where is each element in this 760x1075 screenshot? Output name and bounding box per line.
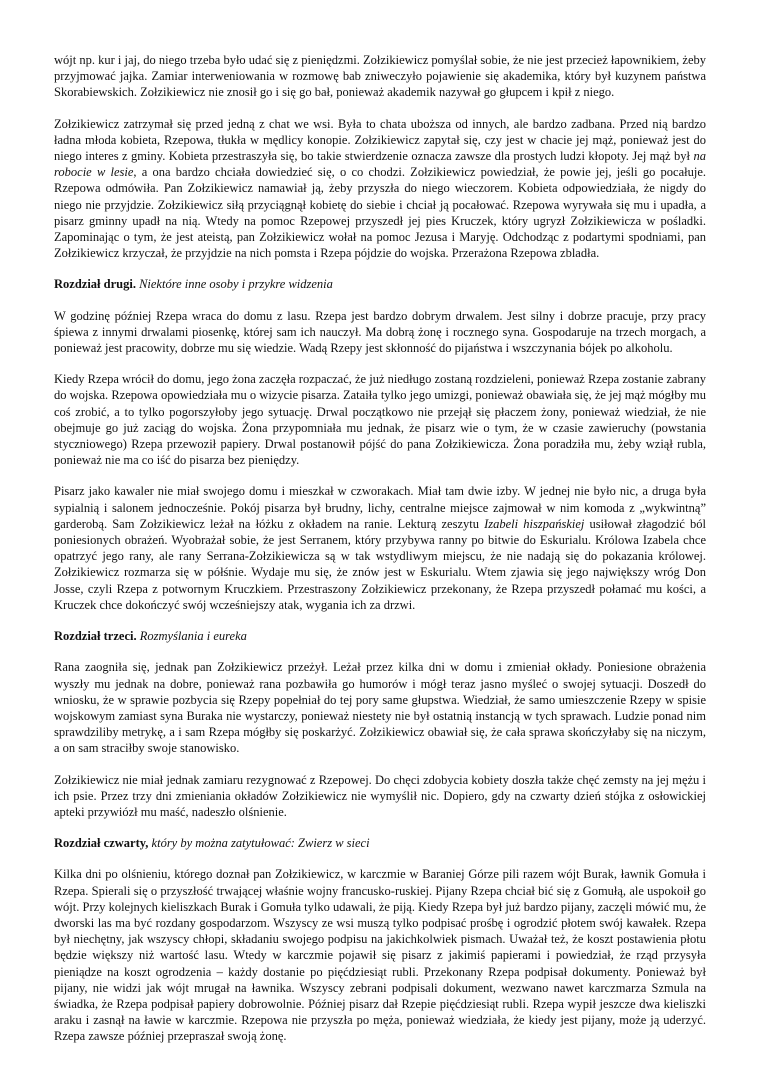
chapter-4-heading	[54, 835, 706, 851]
paragraph-5	[54, 483, 706, 613]
paragraph-8: Kilka dni po olśnieniu, którego doznał pan Zołzikiewicz, w karczmie w Baraniej Górze pili razem wójt Burak, ławnik Gomuła i Rzepa. Spierali się o przyszłość trwającej właśnie wojny francusko-ruskiej. Pijany Rzepa chciał bić się z Gomułą, ale uspokoił go wójt. Przy kolejnych kieliszkach Burak i Gomuła tylko udawali, że piją. Kiedy Rzepa był już bardzo pijany, zaczęli mówić mu, że dworski las ma być rozdany gospodarzom. Wszyscy ze wsi muszą tylko podpisać prośbę i ogrodzić płotem swój kawałek. Rzepa był niechętny, jak wszyscy chłopi, składaniu swojego podpisu na jakichkolwiek pismach. Uważał też, że koszt postawienia płotu będzie większy niż wartość lasu. Wtedy w karczmie pojawił się pisarz z jakimiś papierami i powiedział, że rząd przysyła pieniądze na koszt ogrodzenia – każdy dostanie po pięćdziesiąt rubli. Przekonany Rzepa podpisał dokumenty. Ponieważ był pijany, nie widzi jak wójt mrugał na ławnika. Wszyscy zebrani podpisali dokument, wezwano nawet karczmarza Szmula na świadka, że Rzepa podpisał papiery dobrowolnie. Później pisarz dał Rzepie pięćdziesiąt rubli. Rzepa wypił jeszcze dwa kieliszki araku i zasnął na ławie w karczmie. Rzepowa nie przyszła po męża, ponieważ wiedziała, że kiedy jest pijany, może ją uderzyć. Rzepa zawsze później przepraszał swoją żonę.	[54, 867, 706, 1044]
paragraph-1: wójt np. kur i jaj, do niego trzeba było udać się z pieniędzmi. Zołzikiewicz pomyślał sobie, że nie jest przecież łapownikiem, żeby przyjmować jajka. Zamiar interweniowania w rozmowę bab zniweczyło pojawienie się akademika, który był kuzynem państwa Skorabiewskich. Zołzikiewicz nie znosił go i się go bał, ponieważ akademik nazywał go głupcem i kpił z niego.	[54, 53, 706, 100]
paragraph-4: Kiedy Rzepa wrócił do domu, jego żona zaczęła rozpaczać, że już niedługo zostaną rozdzieleni, ponieważ Rzepa zostanie zabrany do wojska. Rzepowa opowiedziała mu o wizycie pisarza. Zataiła tylko jego umizgi, ponieważ obawiała się, że jej mąż mógłby mu coś zrobić, a to tylko pogorszyłoby jego sytuację. Drwal początkowo nie przejął się płaczem żony, ponieważ wiedział, że nie obejmuje go już zaciąg do wojska. Żona przypomniała mu jednak, że pisarz wie o tym, że w czasie zawieruchy (powstania styczniowego) Rzepa przewoził papiery. Drwal postanowił pójść do pana Zołzikiewicza. Żona poradziła mu, żeby wziął rubla, ponieważ nie ma co iść do pisarza bez pieniędzy.	[54, 372, 706, 468]
paragraph-2-text-a: Zołzikiewicz zatrzymał się przed jedną z chat we wsi. Była to chata uboższa od innych, ale bardzo zadbana. Przed nią bardzo ładna młoda kobieta, Rzepowa, tłukła w mędlicy konopie. Zołzikiewicz zapytał się, czy jest w chacie jej mąż, ponieważ jest do niego interes z gminy. Kobieta przestraszyła się, bo takie stwierdzenie oznacza zawsze dla prostych ludzi kłopoty. Jej mąż był	[54, 116, 706, 164]
chapter-3-subtitle: Rozmyślania i eureka	[139, 629, 247, 644]
chapter-2-subtitle: Niektóre inne osoby i przykre widzenia	[139, 277, 333, 292]
paragraph-5-italic: Izabeli hiszpańskiej	[484, 516, 585, 531]
chapter-2-label: Rozdział drugi.	[54, 277, 136, 292]
paragraph-2-italic: na robocie w lesie	[54, 149, 706, 180]
paragraph-7: Zołzikiewicz nie miał jednak zamiaru rezygnować z Rzepowej. Do chęci zdobycia kobiety doszła także chęć zemsty na jej mężu i ich psie. Przez trzy dni zmieniania okładów Zołzikiewicz nie wymyślił nic. Dopiero, gdy na czwarty dzień stójka z osłowickiej apteki przywiózł mu maść, nadeszło olśnienie.	[54, 772, 706, 819]
chapter-3-label: Rozdział trzeci.	[54, 629, 137, 644]
paragraph-5-text-b: usiłował złagodzić ból poniesionych obrażeń. Wyobrażał sobie, że jest Serranem, który przybywa ranny po bitwie do Eskurialu. Królowa Izabela chce opatrzyć jego rany, ale rany Serrana-Zołzikiewicza są w tak wstydliwym miejscu, że nie nadają się do pokazania królowej. Zołzikiewicz rozmarza się w półśnie. Wydaje mu się, że znów jest w Eskurialu. Wtem zjawia się jego największy wróg Don Josse, czyli Rzepa z potwornym Kruczkiem. Przestraszony Zołzikiewicz przekonany, że Rzepa przyszedł połamać mu kości, a Kruczek chce dokończyć swój wcześniejszy atak, wygania ich za drzwi.	[54, 516, 706, 612]
paragraph-6: Rana zaogniła się, jednak pan Zołzikiewicz przeżył. Leżał przez kilka dni w domu i zmieniał okłady. Poniesione obrażenia wyszły mu jednak na dobre, ponieważ rana pozbawiła go humorów i mógł teraz jasno myśleć o swojej sytuacji. Doszedł do wniosku, że w sprawie pozbycia się Rzepy popełniał do tej pory same głupstwa. Wiedział, że samo umieszczenie Rzepy w spisie wojskowym zamiast syna Buraka nie wystarczy, ponieważ niestety nie był ostatnią instancją w tych sprawach. Ludzie ponad nim sprawdziliby metrykę, a i sam Rzepa mógłby się poskarżyć. Zołzikiewicz obawiał się, że cała sprawa skończyłaby się na niczym, a on sam straciłby swoje stanowisko.	[54, 660, 706, 756]
paragraph-5-text-a: Pisarz jako kawaler nie miał swojego domu i mieszkał w czworakach. Miał tam dwie izby. W jednej nie było nic, a druga była sypialnią i salonem jednocześnie. Pokój pisarza był brudny, lichy, centralne miejsce zajmował w nim komoda z „wykwintną” garderobą. Sam Zołzikiewicz leżał na łóżku z okładem na ranie. Lekturą zeszytu	[54, 484, 706, 531]
document-page	[54, 52, 706, 1060]
chapter-4-label: Rozdział czwarty,	[54, 836, 149, 851]
chapter-4-subtitle: który by można zatytułować: Zwierz w sieci	[151, 836, 370, 851]
paragraph-2	[54, 116, 706, 262]
chapter-2-heading	[54, 276, 706, 292]
paragraph-3: W godzinę później Rzepa wraca do domu z lasu. Rzepa jest bardzo dobrym drwalem. Jest silny i dobrze pracuje, przy pracy śpiewa z innymi drwalami piosenkę, której sam ich nauczył. Ma dobrą żonę i rocznego syna. Gospodaruje na trzech morgach, a ponieważ jest pracowity, dobrze mu się wiedzie. Wadą Rzepy jest skłonność do pijaństwa i wszczynania bójek po alkoholu.	[54, 308, 706, 356]
paragraph-2-text-b: , a ona bardzo chciała dowiedzieć się, o co chodzi. Zołzikiewicz powiedział, że powie jej, jeśli go pocałuje. Rzepowa odmówiła. Pan Zołzikiewicz namawiał ją, żeby przyszła do niego wieczorem. Kobieta odpowiedziała, że nigdy do niego nie przyjdzie. Zołzikiewicz siłą przyciągnął kobietę do siebie i chciał ją pocałować. Rzepowa wyrywała się mu i upadła, a pisarz gminny upadł na nią. Wtedy na pomoc Rzepowej przyszedł jej pies Kruczek, który ugryzł Zołzikiewicza w pośladki. Zapominając o tym, że jest ateistą, pan Zołzikiewicz wołał na pomoc Jezusa i Maryję. Odchodząc z podartymi spodniami, pan Zołzikiewicz krzyczał, że przyjdzie na nich pomsta i Rzepa pójdzie do wojska. Przerażona Rzepowa zbladła.	[54, 165, 707, 261]
chapter-3-heading	[54, 628, 706, 644]
